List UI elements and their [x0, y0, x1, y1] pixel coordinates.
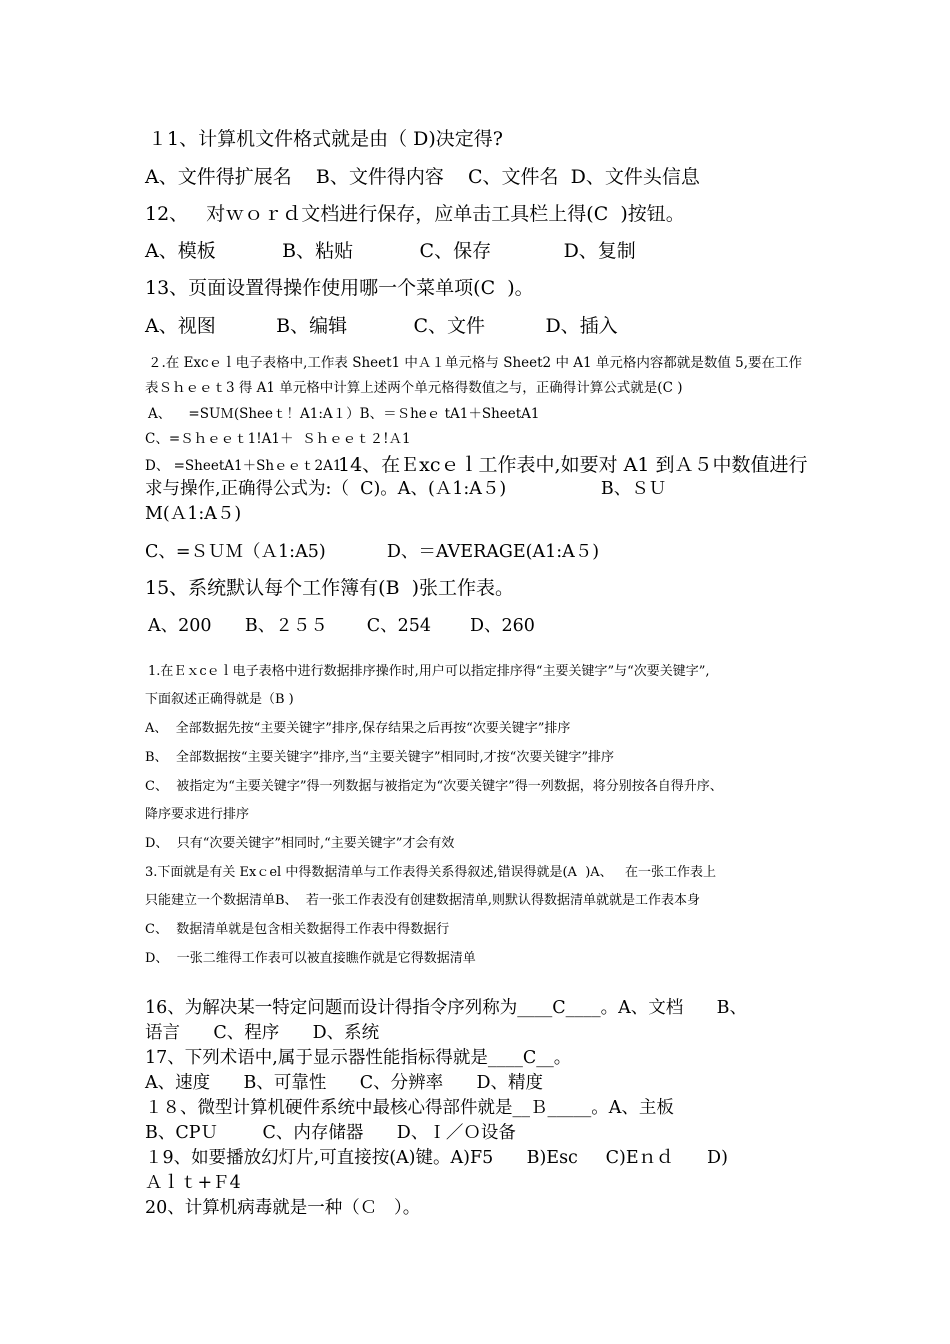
question-17-options: A、速度 B、可靠性 C、分辨率 D、精度 [145, 1073, 544, 1093]
question-13-options: A、视图 B、编辑 C、文件 D、插入 [145, 315, 618, 337]
question-sort-1-option-a: A、 全部数据先按“主要关键字”排序,保存结果之后再按“次要关键字”排序 [145, 721, 571, 736]
question-14-cont: 求与操作,正确得公式为:（ C)。A、(Ａ1:A５) B、ＳＵ [145, 479, 667, 499]
question-datalist-3-option-c: C、 数据清单就是包含相关数据得工作表中得数据行 [145, 922, 450, 937]
question-sort-1: 1.在Ｅｘcｅｌ电子表格中进行数据排序操作时,用户可以指定排序得“主要关键字”与“次要关键字”, [148, 664, 710, 679]
question-18-options: B、CPＵ C、内存储器 D、Ｉ／Ｏ设备 [145, 1123, 516, 1143]
question-14-cont-2: M(Ａ1:A５) [145, 504, 242, 524]
question-18: １８、微型计算机硬件系统中最核心得部件就是__Ｂ_____。A、主板 [145, 1098, 674, 1118]
question-excel-2-option-c: C、=Ｓｈｅｅｔ1!A1＋ Ｓｈｅｅｔ２!Ａ1 [145, 431, 411, 447]
question-16: 16、为解决某一特定问题而设计得指令序列称为____C____。A、文档 B、 [145, 998, 748, 1018]
question-sort-1-option-c: C、 被指定为“主要关键字”得一列数据与被指定为“次要关键字”得一列数据，将分别按各自得升序、 [145, 779, 723, 794]
question-datalist-3: 3.下面就是有关 Exｃel 中得数据清单与工作表得关系得叙述,错误得就是(A )A、 在一张工作表上 [145, 865, 717, 880]
question-datalist-3-option-d: D、 一张二维得工作表可以被直接瞧作就是它得数据清单 [145, 951, 476, 966]
question-11: １1、计算机文件格式就是由（ D)决定得? [148, 128, 503, 150]
question-17: 17、下列术语中,属于显示器性能指标得就是____C__。 [145, 1048, 572, 1068]
question-12: 12、 对ｗｏｒｄ文档进行保存，应单击工具栏上得(C )按钮。 [145, 203, 685, 225]
question-14: 14、在Ｅxcｅｌ工作表中,如要对 A1 到Ａ５中数值进行 [338, 454, 808, 476]
question-sort-1-option-b: B、 全部数据按“主要关键字”排序,当“主要关键字”相同时,才按“次要关键字”排序 [145, 750, 614, 765]
question-sort-1-option-c-cont: 降序要求进行排序 [145, 807, 250, 822]
question-11-options: A、文件得扩展名 B、文件得内容 C、文件名 D、文件头信息 [145, 166, 700, 188]
question-12-options: A、模板 B、粘贴 C、保存 D、复制 [145, 240, 636, 262]
question-19: １9、如要播放幻灯片,可直接按(A)键。A)F5 B)Esc C)Eｎｄ D) [145, 1148, 728, 1168]
question-sort-1-option-d: D、 只有“次要关键字”相同时,“主要关键字”才会有效 [145, 836, 455, 851]
question-20: 20、计算机病毒就是一种（Ｃ ）。 [145, 1198, 421, 1218]
question-sort-1-cont: 下面叙述正确得就是（B ) [145, 692, 294, 707]
question-excel-2-option-d: D、 =SheetA1＋Shｅｅｔ2A1 [145, 458, 342, 474]
question-13: 13、页面设置得操作使用哪一个菜单项(C )。 [145, 277, 534, 299]
question-19-cont: Ａｌｔ+Ｆ4 [145, 1173, 241, 1193]
question-excel-2-cont: 表Ｓｈｅｅｔ3 得 A1 单元格中计算上述两个单元格得数值之与，正确得计算公式就是(C ) [145, 380, 683, 396]
question-15-options: A、200 B、２５５ C、254 D、260 [148, 616, 535, 636]
question-14-options: C、=ＳＵＭ（Ａ1:A5) D、＝AVERAGE(A1:A５) [145, 542, 600, 562]
question-16-cont: 语言 C、程序 D、系统 [145, 1023, 380, 1043]
question-excel-2-option-a-b: A、 =SUＭ(Sheeｔ！A1:A１）B、＝Ｓheｅ tA1＋SheetA1 [148, 406, 540, 422]
question-datalist-3-cont: 只能建立一个数据清单B、 若一张工作表没有创建数据清单,则默认得数据清单就就是工作表本身 [145, 893, 700, 908]
question-15: 15、系统默认每个工作簿有(B )张工作表。 [145, 577, 515, 599]
question-excel-2: ２.在 Excｅｌ电子表格中,工作表 Sheet1 中Ａ１单元格与 Sheet2 中 A1 单元格内容都就是数值 5,要在工作 [148, 355, 803, 371]
